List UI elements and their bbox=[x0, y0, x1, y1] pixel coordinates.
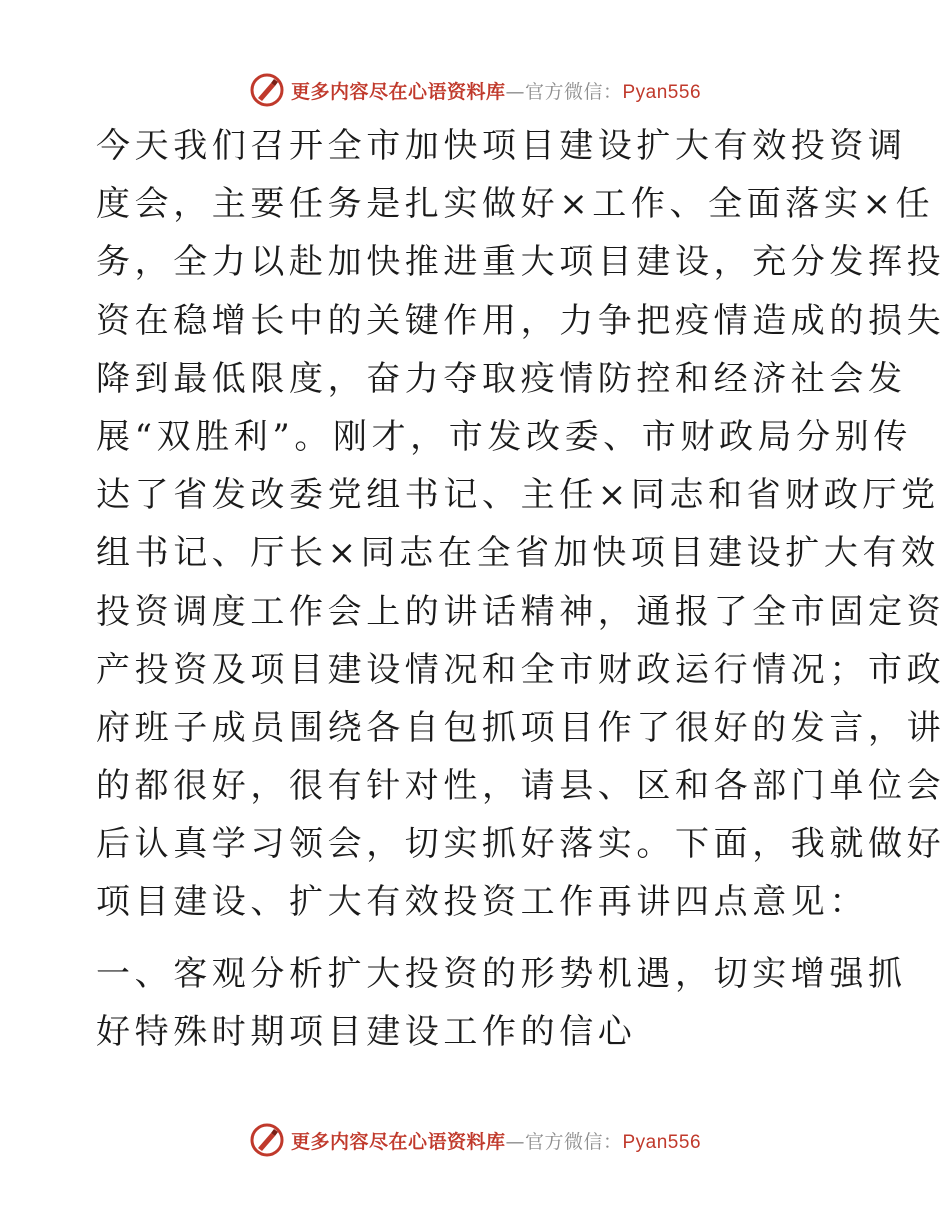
body-line: 府班子成员围绕各自包抓项目作了很好的发言，讲 bbox=[96, 707, 946, 748]
watermark-brand: 更多内容尽在心语资料库 bbox=[290, 1130, 506, 1153]
pen-logo-icon bbox=[249, 1122, 285, 1158]
watermark-text bbox=[291, 77, 701, 104]
watermark-label: —官方微信： bbox=[505, 80, 623, 103]
body-line: 展“双胜利”。刚才，市发改委、市财政局分别传 bbox=[96, 416, 912, 457]
pen-logo-icon bbox=[249, 72, 285, 108]
watermark-wechat-id: Pyan556 bbox=[622, 81, 702, 103]
heading-line: 一、客观分析扩大投资的形势机遇，切实增强抓 bbox=[96, 954, 907, 994]
body-line: 投资调度工作会上的讲话精神，通报了全市固定资 bbox=[96, 591, 946, 632]
section-heading bbox=[96, 945, 907, 1061]
body-line: 降到最低限度，奋力夺取疫情防控和经济社会发 bbox=[96, 358, 907, 399]
body-paragraph bbox=[96, 117, 946, 932]
body-line: 务，全力以赴加快推进重大项目建设，充分发挥投 bbox=[96, 242, 946, 283]
body-line: 后认真学习领会，切实抓好落实。下面，我就做好 bbox=[96, 824, 946, 865]
body-line: 项目建设、扩大有效投资工作再讲四点意见： bbox=[96, 882, 868, 923]
body-line: 资在稳增长中的关键作用，力争把疫情造成的损失 bbox=[96, 300, 946, 341]
body-line: 的都很好，很有针对性，请县、区和各部门单位会 bbox=[96, 766, 946, 807]
watermark-label: —官方微信： bbox=[505, 1130, 623, 1153]
body-line: 组书记、厅长×同志在全省加快项目建设扩大有效 bbox=[96, 533, 940, 574]
body-line: 度会，主要任务是扎实做好×工作、全面落实×任 bbox=[96, 184, 935, 225]
watermark-text bbox=[291, 1127, 701, 1154]
body-line: 达了省发改委党组书记、主任×同志和省财政厅党 bbox=[96, 475, 940, 516]
body-line: 今天我们召开全市加快项目建设扩大有效投资调 bbox=[96, 126, 907, 166]
body-line: 产投资及项目建设情况和全市财政运行情况；市政 bbox=[96, 649, 946, 690]
watermark-wechat-id: Pyan556 bbox=[622, 1131, 702, 1153]
watermark-footer bbox=[0, 1120, 950, 1160]
watermark-brand: 更多内容尽在心语资料库 bbox=[290, 80, 506, 103]
watermark-header bbox=[0, 70, 950, 110]
heading-line: 好特殊时期项目建设工作的信心 bbox=[96, 1012, 637, 1053]
